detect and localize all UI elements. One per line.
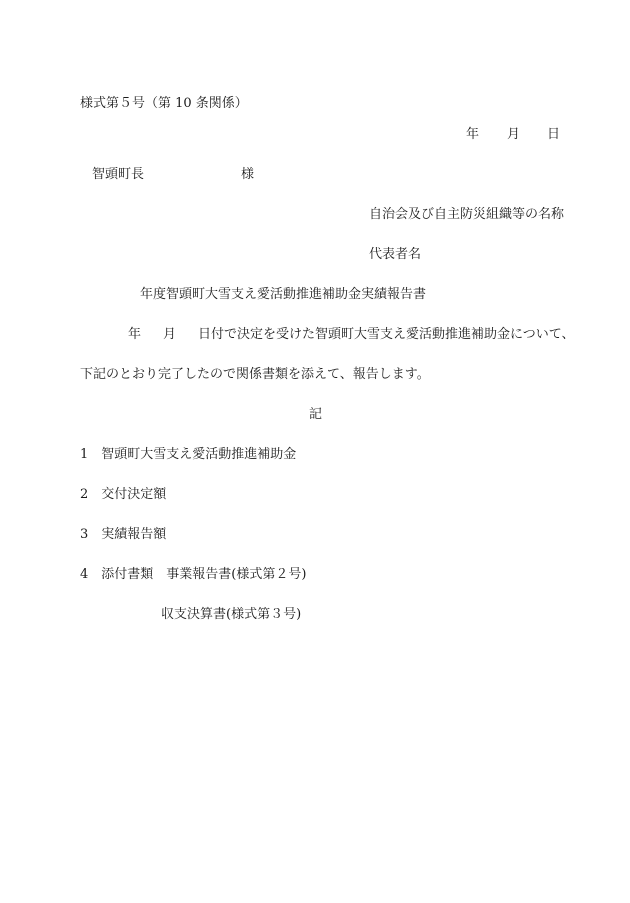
representative-label: 代表者名	[369, 247, 422, 262]
date-year: 年	[466, 127, 480, 142]
body-year: 年	[128, 327, 142, 342]
ki-heading: 記	[309, 407, 323, 422]
date-line	[466, 127, 560, 143]
body-line-1-text: 日付で決定を受けた智頭町大雪支え愛活動推進補助金について、	[198, 327, 575, 342]
item-number: 2	[80, 487, 89, 502]
item-text: 実績報告額	[101, 527, 167, 542]
form-number: 様式第５号（第 10 条関係）	[80, 96, 248, 111]
attachment-2: 収支決算書(様式第３号)	[161, 607, 302, 622]
body-line-2: 下記のとおり完了したので関係書類を添えて、報告します。	[80, 367, 430, 382]
item-text: 交付決定額	[101, 487, 167, 502]
date-day: 日	[547, 127, 561, 142]
addressee-name: 智頭町長	[92, 167, 145, 182]
item-text: 智頭町大雪支え愛活動推進補助金	[101, 447, 297, 462]
item-2	[80, 487, 166, 503]
report-title: 年度智頭町大雪支え愛活動推進補助金実績報告書	[140, 287, 427, 302]
item-4	[80, 567, 306, 583]
body-month: 月	[163, 327, 177, 342]
date-month: 月	[507, 127, 521, 142]
body-line-1	[128, 327, 575, 343]
item-3	[80, 527, 166, 543]
org-name-label: 自治会及び自主防災組織等の名称	[369, 207, 565, 222]
addressee	[92, 167, 254, 183]
item-number: 3	[80, 527, 89, 542]
item-text: 添付書類 事業報告書(様式第２号)	[101, 567, 307, 582]
item-1	[80, 447, 296, 463]
item-number: 4	[80, 567, 89, 582]
addressee-honorific: 様	[241, 167, 255, 182]
item-number: 1	[80, 447, 89, 462]
